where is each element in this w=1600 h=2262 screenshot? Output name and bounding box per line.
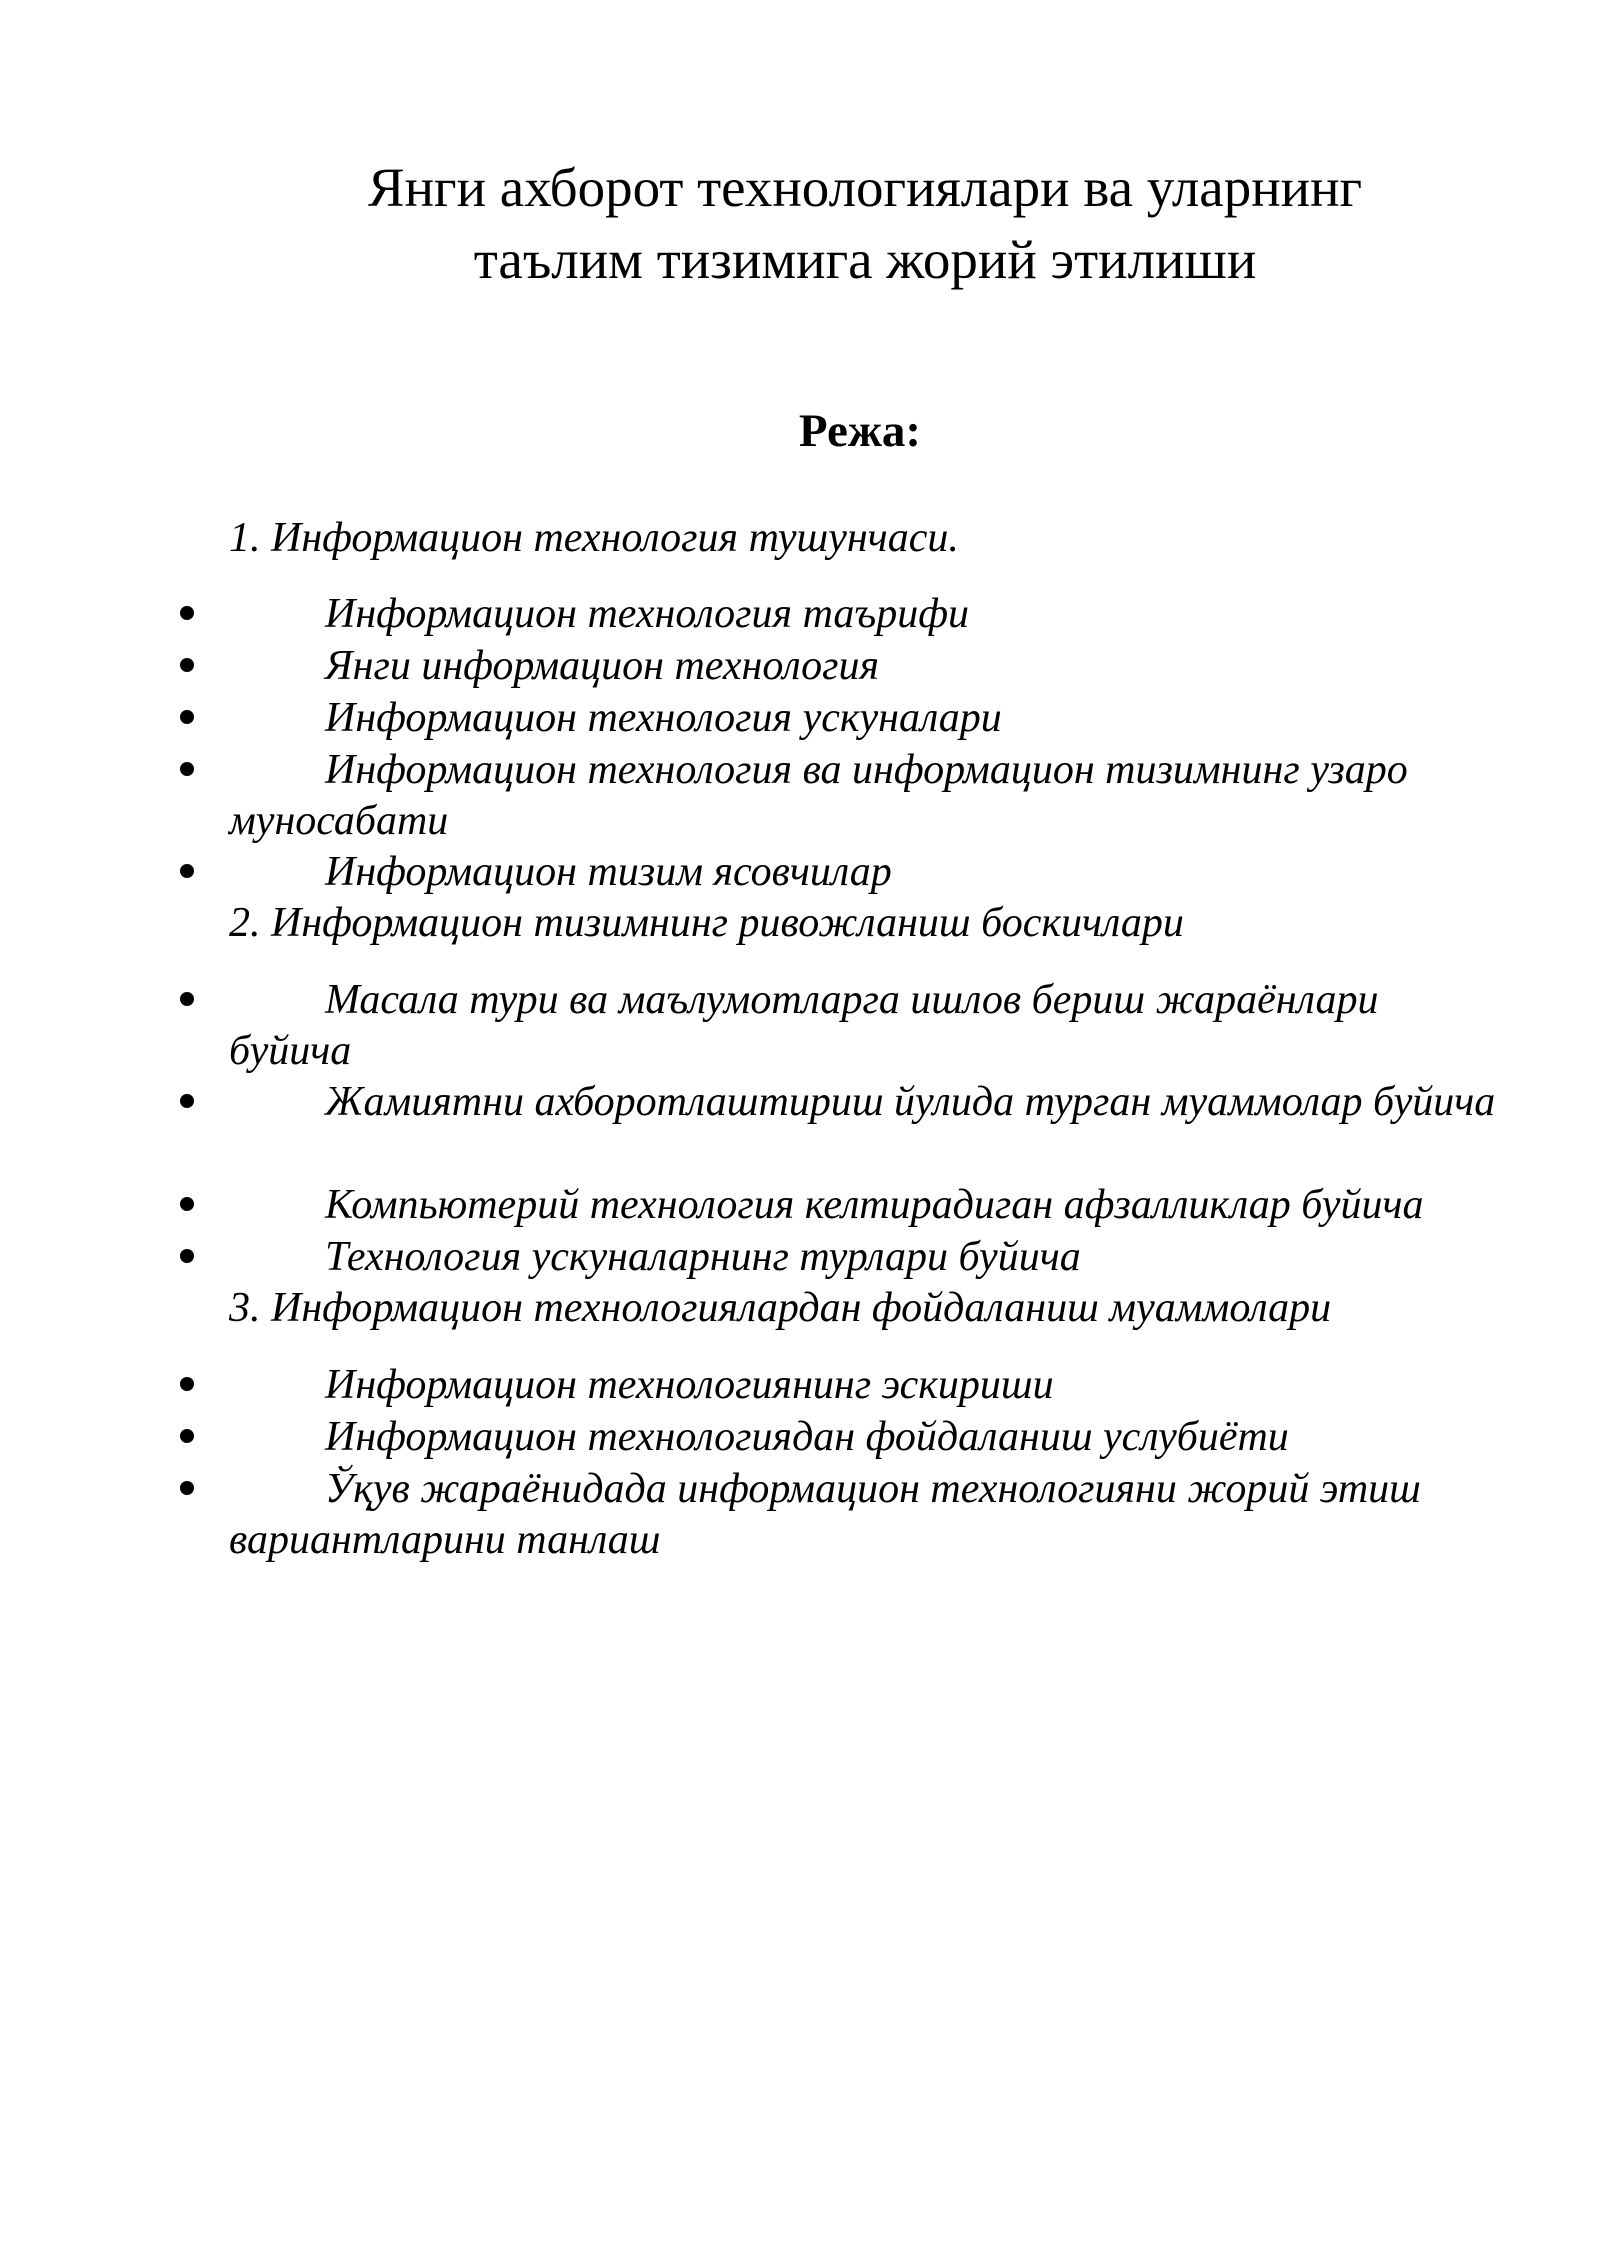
list-item <box>229 1180 1499 1231</box>
list-item-text: Компьютерий технология келтирадиган афзалликлар буйича <box>325 1182 1424 1228</box>
bullet-icon <box>180 1249 194 1263</box>
list-item <box>229 641 1499 692</box>
list-item-text: Информацион технология ускуналари <box>325 695 1002 741</box>
list-item <box>229 693 1499 744</box>
section-title-3: 3. Информацион технологиялардан фойдаланиш муаммолари <box>229 1285 1332 1331</box>
list-item-text: Ўқув жараёнидада информацион технологияни жорий этиш вариантларини танлаш <box>229 1466 1421 1563</box>
list-item <box>229 1412 1499 1463</box>
document-title-line-1: Янги ахборот технологиялари ва уларнинг <box>367 157 1363 218</box>
bullet-icon <box>180 1094 194 1108</box>
bullet-icon <box>180 606 194 620</box>
list-item <box>229 847 1499 898</box>
bullet-icon <box>180 762 194 776</box>
list-item-text: Технология ускуналарнинг турлари буйича <box>325 1234 1081 1280</box>
bullet-icon <box>180 1481 194 1495</box>
list-item-text: Масала тури ва маълумотларга ишлов бериш жараёнлари буйича <box>229 977 1379 1074</box>
bullet-icon <box>180 710 194 724</box>
list-item-text: Информацион тизим ясовчилар <box>325 849 892 895</box>
document-title-line-2: таълим тизимига жорий этилиши <box>473 229 1257 290</box>
list-item-text: Информацион технологиядан фойдаланиш услубиёти <box>325 1414 1289 1460</box>
section-title-1: 1. Информацион технология тушунчаси. <box>229 515 959 561</box>
document-title <box>290 152 1440 296</box>
plan-heading: Режа: <box>798 405 922 457</box>
list-item <box>229 1077 1499 1128</box>
bullet-icon <box>180 1197 194 1211</box>
list-item <box>229 1360 1499 1411</box>
bullet-icon <box>180 1429 194 1443</box>
bullet-icon <box>180 1377 194 1391</box>
list-item <box>229 1232 1499 1283</box>
list-item <box>229 589 1499 640</box>
bullet-icon <box>180 658 194 672</box>
list-item-text: Жамиятни ахборотлаштириш йулида турган муаммолар буйича <box>325 1079 1496 1125</box>
list-item <box>229 745 1499 847</box>
list-item <box>229 1464 1499 1566</box>
list-item-text: Информацион технология таърифи <box>325 591 970 637</box>
section-title-2: 2. Информацион тизимнинг ривожланиш боскичлари <box>229 900 1184 946</box>
list-item-text: Информацион технологиянинг эскириши <box>325 1362 1054 1408</box>
bullet-icon <box>180 992 194 1006</box>
list-item-text: Информацион технология ва информацион тизимнинг узаро муносабати <box>229 747 1408 844</box>
bullet-icon <box>180 864 194 878</box>
list-item-text: Янги информацион технология <box>325 643 880 689</box>
list-item <box>229 975 1499 1077</box>
